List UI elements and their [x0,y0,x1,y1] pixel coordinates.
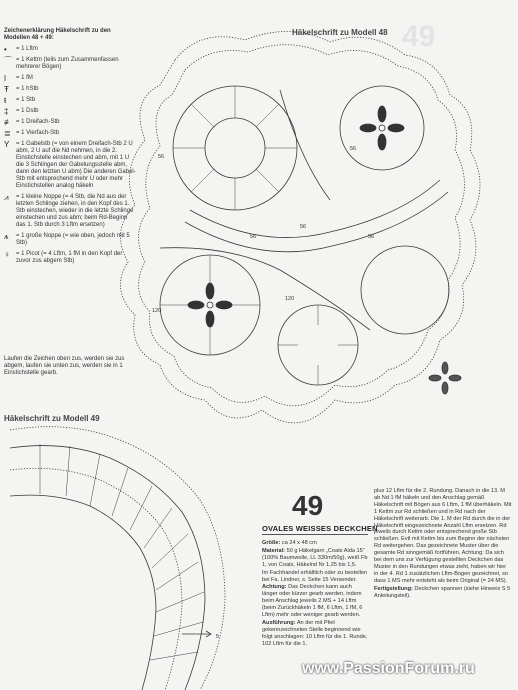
model-number: 49 [292,490,324,521]
chart-heading-48: Häkelschrift zu Modell 48 [292,28,388,37]
model-title: OVALES WEISSES DECKCHEN [262,524,378,533]
legend-text: = 1 Kettm (teils zum Zusammenfassen mehrerer Bögen) [16,57,119,70]
stitch-symbol-icon: Ŧ [4,85,9,94]
instruction-text: ca 24 x 48 cm [281,540,317,546]
stitch-symbol-icon: ♀ [4,250,10,259]
stitch-symbol-icon: ŧ [4,96,7,105]
stitch-symbol-icon: ⩚ [4,232,9,241]
instruction-label: Material: [262,547,286,554]
flower-48-bottom [429,362,461,394]
chart-label: 56 [250,234,257,240]
instruction-text: Deckchen spannen (siehe Hinweis S 5 Anleitungsteil). [374,585,511,599]
stitch-symbol-icon: ⌒ [4,56,12,65]
flower-48-left [188,283,232,327]
stitch-symbol-icon: ‡ [4,107,9,116]
instruction-paragraph [262,570,368,584]
legend-text: = 1 Stb [16,97,36,103]
legend-text: = 1 fM [16,75,33,81]
doily-49-outline [10,427,225,690]
legend-text: = 1 Vierfach-Stb [16,130,60,136]
instruction-text: plus 12 Lftm für die 2. Rundung. Danach in die 13. M ab Nd 1 fM häkeln und den Anschlag gemäß Häkelschrift mit Bögen aus 6 Lftm, 1 fM überhäkeln. Mit 1 Kettm zur Rd schließen und in Rd nach der Häkelschrift weiterarb. Die 1. M der Rd durch die in der Häkelschrift eingezeichnete Anzahl Lftm ersetzen. Rd jeweils durch Kettm oder entsprechend große Stb schließen. Evtl mit Kettm bis zum Beginn der nächsten Rd weitergehen. Das gezeichnete Muster über die gesamte Rd sinngemäß fortführen. Achtung: Da sich bei dem uns zur Verfügung gestellten Deckchen das Muster in den Rundungen etwas zieht, haben wir hier in der 4. Rd 1 zusätzlichen Lftm-Bogen gezeichnet, so dass 1 MS mehr entsteht als beim Original (= 24 MS). [374,488,512,584]
chart-label: 56 [368,234,375,240]
instruction-label: Achtung: [262,584,287,591]
instructions-col-2 [374,488,512,601]
flower-48-right [360,106,404,150]
chart-label: 120 [152,308,162,314]
chart-heading-49: Häkelschrift zu Modell 49 [4,414,100,423]
instruction-text: Das Deckchen kann auch länger oder kürzer gearb werden, indem beim Anschlag jeweils 2 MS + 14 Lftm (beim Zurückhäkeln 1 fM, 6 Lftm, 1 fM, 6 Lftm) mehr oder weniger gearb werden. [262,584,363,619]
site-watermark: www.PassionForum.ru [302,660,475,677]
legend-text: = 1 Dreifach-Stb [16,119,60,125]
instructions-col-1 [262,540,368,649]
instruction-paragraph [262,548,368,569]
stitch-symbol-icon: Y [4,140,10,149]
stitch-symbol-icon: ǀ [4,74,7,83]
doily-48-rings [160,86,449,385]
page-number-ghost: 49 [402,20,436,53]
instruction-text: An der mit Pfeil gekennzeichneten Stelle beginnend wie folgt anschlagen: 10 Lftm für die 1. Runde, 102 Lftm für die 1. [262,619,368,647]
doily-49-stitches [40,444,204,660]
chart-label: 56 [350,146,357,152]
stitch-symbol-icon: • [4,45,7,54]
legend-note: Laufen die Zeichen oben zus, werden sie zus abgem, laufen sie unten zus, werden sie in 1 Einstichstelle gearb. [4,356,125,376]
legend-text: = 1 Dstb [16,108,39,114]
legend-text: = 1 kleine Noppe (= 4 Stb, die Nd aus der letzten Schlinge ziehen, in den Kopf des 1. Stb einstechen, wieder in die letzte Schlinge einstechen und zus abm; beim Rd-Beginn das 1. Stb durch 3 Lftm ersetzen) [16,194,134,228]
legend-text: = 1 Gabelstb (= von einem Dreifach-Stb 2 U abm, 2 U auf die Nd nehmen, in die 2. Einstichstelle einstechen und abm, mit 1 U die 3 Schlingen der Gabelungsstelle abm, dann den letzten U abm) Die anderen Gabel-Stb mit entsprechend mehr U oder mehr Einstichstellen analog häkeln [16,141,136,189]
legend-text: = 1 große Noppe (= wie oben, jedoch mit 5 Stb) [16,233,130,246]
start-arrow-icon [182,631,211,637]
instruction-paragraph [374,586,512,600]
legend-text: = 1 Lftm [16,46,38,52]
instruction-text: 50 g Häkelgarn „Coats Alda 15“ (100% Baumwolle, LL 330m/50g), weiß Fb 1, von Coats, Häkelnd Nr 1,25 bis 1,5. [262,547,368,568]
instruction-label: Größe: [262,540,281,546]
stitch-symbol-icon: ⩘ [4,193,9,202]
stitch-symbol-icon: ≢ [4,118,12,127]
stitch-symbol-icon: ≣ [4,129,11,138]
instruction-paragraph [374,488,512,585]
instruction-text: Im Fachhandel erhältlich oder zu bestellen bei Fa. Lindner, s. Seite 15 Versender. [262,569,368,583]
instruction-paragraph [262,584,368,619]
instruction-label: Ausführung: [262,619,296,626]
instruction-label: Fertigstellung: [374,585,413,592]
instruction-paragraph [262,620,368,648]
legend-text: = 1 Picot (= 4 Lftm, 1 fM in den Kopf der zuvor zus abgem Stb) [16,251,123,264]
chart-label: 56 [158,154,165,160]
legend-text: = 1 hStb [16,86,39,92]
chart-label: 5 [216,634,220,640]
title-rule [262,534,368,535]
chart-label: 120 [285,296,295,302]
legend-title: Zeichenerklärung Häkelschrift zu den Modellen 48 + 49: [4,28,111,41]
instruction-paragraph [262,540,368,547]
chart-label: 56 [300,224,307,230]
